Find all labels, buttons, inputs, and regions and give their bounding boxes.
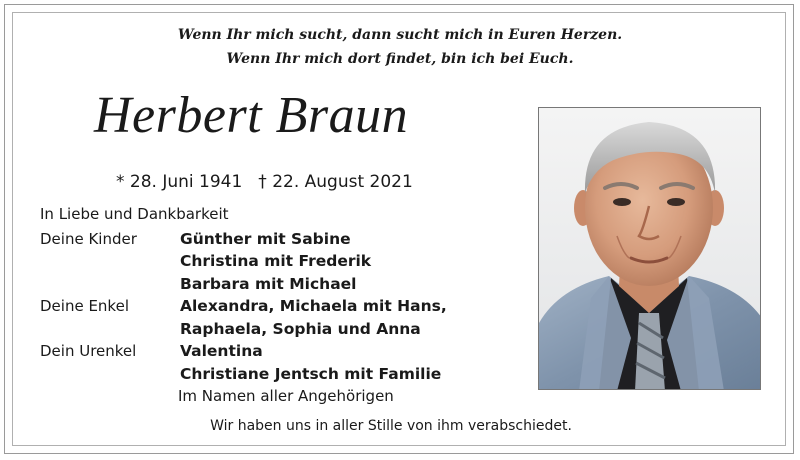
children-name: Christina mit Frederik — [180, 252, 372, 270]
grandchildren-name: Alexandra, Michaela mit Hans, — [180, 297, 447, 315]
verse-line-2: Wenn Ihr mich dort findet, bin ich bei Euch. — [226, 51, 574, 67]
relatives-line: Im Namen aller Angehörigen — [178, 387, 394, 405]
children-label: Deine Kinder — [40, 230, 137, 248]
children-name: Barbara mit Michael — [180, 275, 357, 293]
death-date: † 22. August 2021 — [258, 172, 413, 192]
closing-text: Wir haben uns in aller Stille von ihm verabschiedet. — [210, 418, 572, 434]
grandchildren-label: Deine Enkel — [40, 297, 129, 315]
deceased-name: Herbert Braun — [94, 87, 409, 144]
intro-text: In Liebe und Dankbarkeit — [40, 205, 229, 223]
portrait-illustration — [539, 108, 761, 390]
other-mourner-name: Christiane Jentsch mit Familie — [180, 365, 442, 383]
great-grandchild-name: Valentina — [180, 342, 263, 360]
life-dates — [116, 172, 413, 192]
birth-date: * 28. Juni 1941 — [116, 172, 243, 192]
grandchildren-name: Raphaela, Sophia und Anna — [180, 320, 421, 338]
great-grandchild-label: Dein Urenkel — [40, 342, 137, 360]
children-name: Günther mit Sabine — [180, 230, 351, 248]
verse-line-1: Wenn Ihr mich sucht, dann sucht mich in Euren Herzen. — [177, 27, 623, 43]
portrait-photo — [538, 107, 761, 390]
